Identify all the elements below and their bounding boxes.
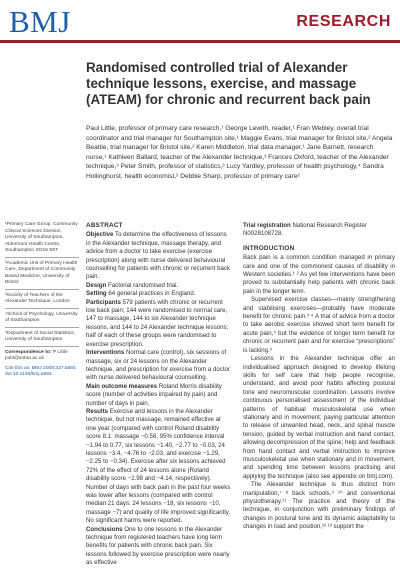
affiliation-divider xyxy=(5,289,79,290)
abstract-objective: Objective To determine the effectiveness of lessons in the Alexander technique, massage therapy, and advice from a doctor to take exercise (exercise prescription) along with nurse delivered behavioural counselling for patients with chronic or recurrent back pain. xyxy=(86,231,230,281)
author-list: Paul Little, professor of primary care research,¹ George Lewith, reader,¹ Fran Webley, overall trial coordinator and trial manager for Southampton site,¹ Maggie Evans, trial manager for Bristol site,² Angela Beattie, trial manager for Bristol site,² Karen Middleton, trial data manager,¹ Jane Barnett, research nurse,¹ Kathleen Ballard, teacher of the Alexander technique,³ Frances Oxford, teacher of the Alexander technique,³ Peter Smith, professor of statistics,³ Lucy Yardley, professor of health psychology,⁴ Sandra Hollinghurst, health economist,² Debbie Sharp, professor of primary care² xyxy=(86,125,393,180)
article-title: Randomised controlled trial of Alexander technique lessons, exercise, and massage (ATEAM) for chronic and recurrent back pain xyxy=(86,60,371,107)
affiliation-3: ³Society of Teachers of the Alexander Technique, London xyxy=(5,292,70,304)
intro-paragraph: Back pain is a common condition managed in primary care and one of the commonest causes of disability in Western societies.¹ ² As yet few interventions have been proved to substantially help patients with chronic back pain in the longer term. xyxy=(243,254,395,295)
affiliation-divider xyxy=(5,308,79,309)
intro-paragraph: Supervised exercise classes—mainly strengthening and stabilising exercises—probably have moderate benefit for chronic pain.³ ⁴ A trial of advice from a doctor to take aerobic exercise showed short term benefit for acute pain,⁵ but the evidence of longer term benefit for chronic or recurrent pain and for exercise “prescriptions” is lacking.⁶ xyxy=(243,296,395,354)
header-rule xyxy=(0,40,400,43)
correspondence xyxy=(5,350,79,363)
section-label: RESEARCH xyxy=(296,13,391,30)
abstract-outcomes: Main outcome measures Roland Morris disability score (number of activities impaired by pain) and number of days in pain. xyxy=(86,382,222,407)
abstract-interventions: Interventions Normal care (control), six sessions of massage, six or 24 lessons on the Alexander technique, and prescription for exercise from a doctor with nurse delivered behavioural counselling. xyxy=(86,349,230,382)
abstract-participants: Participants 579 patients with chronic or recurrent low back pain; 144 were randomised to normal care, 147 to massage, 144 to six Alexander technique lessons, and 144 to 24 Alexander technique lessons; half of each of these groups were randomised to exercise prescription. xyxy=(86,298,229,348)
abstract-column xyxy=(86,222,232,568)
abstract-design: Design Factorial randomised trial. xyxy=(86,281,179,289)
affiliation-5: ⁵Department of Social Statistics, University of Southampton xyxy=(5,330,75,342)
affiliation-1: ¹Primary Care Group, Community Clinical Sciences Division, University of Southampton, Aldermoor Health Centre, Southampton SO16 5ST xyxy=(5,222,78,253)
intro-paragraph: Lessons in the Alexander technique offer an individualised approach designed to develop lifelong skills for self care that help people recognise, understand, and avoid poor habits affecting postural tone and neuromuscular coordination. Lessons involve continuous personalised assessment of the individual patterns of habitual musculoskeletal use when stationary and in movement; paying particular attention to release of unwanted head, neck, and spinal muscle tension, guided by verbal instruction and hand contact, allowing decompression of the spine; help and feedback from hand contact and verbal instruction to improve musculoskeletal use when stationary and in movement; and spending time between lessons practising and applying the technique (also see appendix on bmj.com). xyxy=(243,355,395,480)
intro-paragraph: The Alexander technique is thus distinct from manipulation,⁷ ⁸ back schools,⁹ ¹⁰ and conventional physiotherapy.¹¹ The practice and theory of the technique, in conjunction with preliminary findings of changes in postural tone and its dynamic adaptability to changes in load and position,¹² ¹³ support the xyxy=(243,481,395,531)
trial-registration: Trial registration National Research Register N0028108728. xyxy=(243,222,367,238)
introduction-heading: INTRODUCTION xyxy=(243,244,295,252)
affiliation-4: ⁴School of Psychology, University of Southampton xyxy=(5,311,78,323)
affiliation-divider xyxy=(5,327,79,328)
affiliation-divider xyxy=(5,257,79,258)
body-column xyxy=(243,222,395,532)
affiliation-2: ²Academic Unit of Primary Health Care, Department of Community Based Medicine, University of Bristol xyxy=(5,260,78,285)
journal-logo[interactable]: BMJ xyxy=(9,4,71,39)
correspondence-contact[interactable]: P Little psl3@soton.ac.uk xyxy=(5,349,68,361)
abstract-heading: ABSTRACT xyxy=(86,222,123,229)
abstract-conclusions: Conclusions One to one lessons in the Alexander technique from registered teachers have long term benefits for patients with chronic back pain. Six lessons followed by exercise prescription were nearly as effective xyxy=(86,525,230,567)
correspondence-label: Correspondence to: xyxy=(5,349,52,355)
affiliation-divider xyxy=(5,346,79,347)
abstract-setting: Setting 64 general practices in England. xyxy=(86,290,196,298)
citation[interactable]: Cite this as: BMJ 2008;337:a884 doi:10.1136/bmj.a884 xyxy=(5,365,76,377)
affiliations-column xyxy=(5,222,79,381)
abstract-results: Results Exercise and lessons in the Alexander technique, but not massage, remained effective at one year (compared with control Roland disability score 8.1: massage −0.58, 95% confidence interval −1.94 to 0.77, six lessons −1.40, −2.77 to −0.03, 24 lessons −3.4, −4.76 to −2.03, and exercise −1.29, −2.25 to −0.34). Exercise after six lessons achieved 72% of the effect of 24 lessons alone (Roland disability score −2.98 and −4.14, respectively). Number of days with back pain in the past four weeks was lower after lessons (compared with control median 21 days: 24 lessons −18, six lessons −10, massage −7) and quality of life improved significantly. No significant harms were reported. xyxy=(86,407,231,525)
